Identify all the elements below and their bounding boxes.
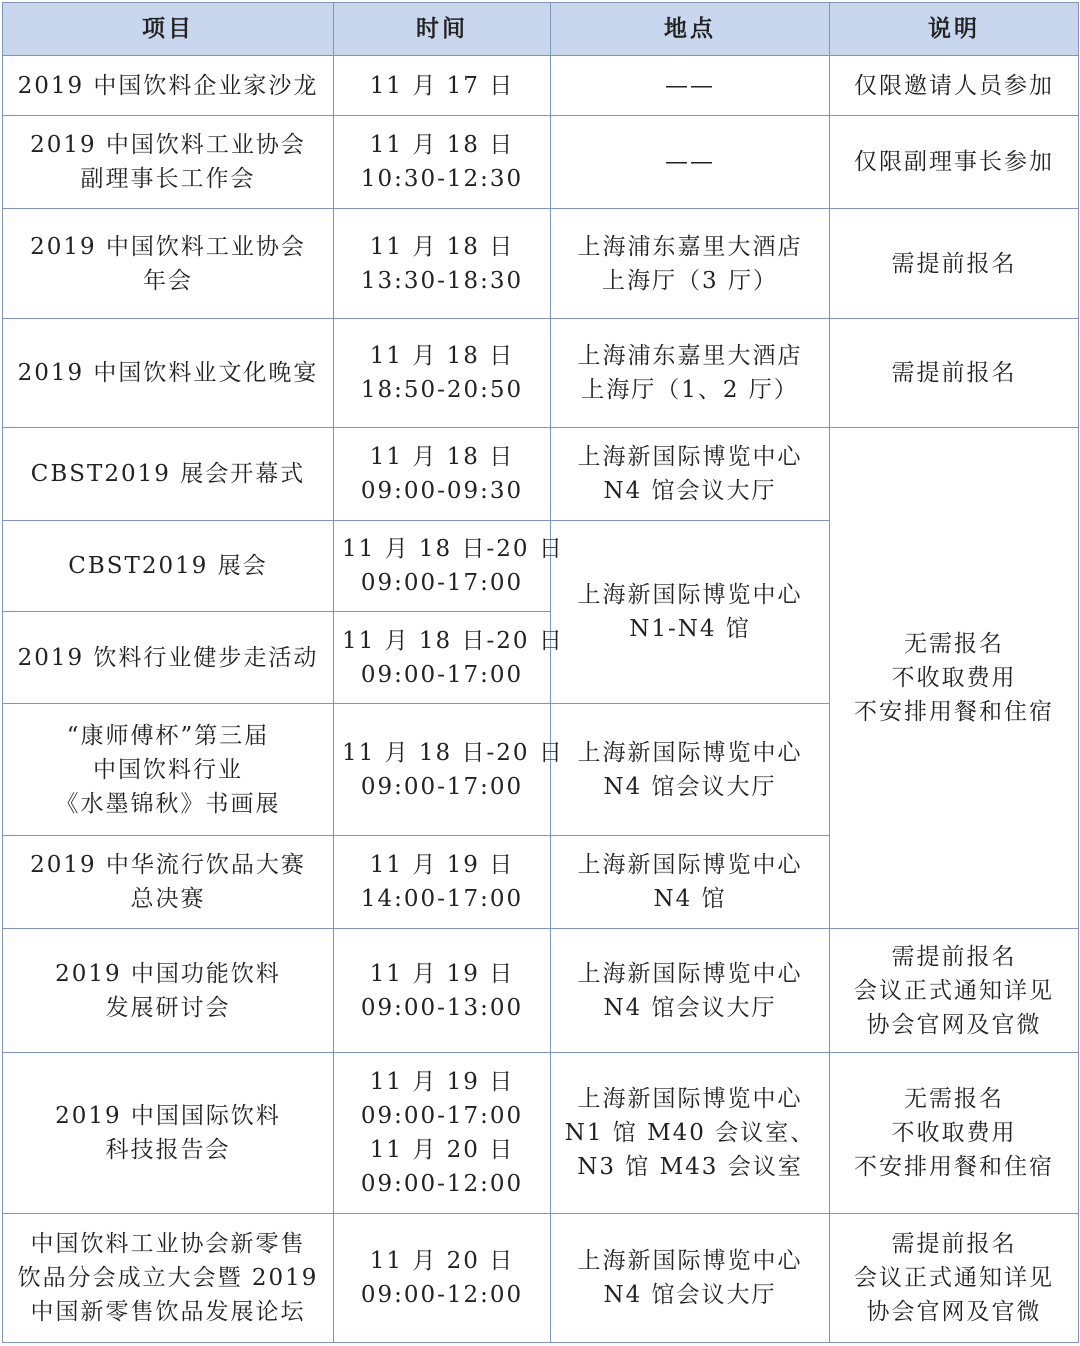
place-cell: 上海新国际博览中心 N4 馆会议大厅 xyxy=(551,1214,830,1343)
time-cell: 11 月 17 日 xyxy=(334,56,551,116)
note-cell: 需提前报名 会议正式通知详见 协会官网及官微 xyxy=(830,1214,1079,1343)
time-cell: 11 月 18 日 13:30-18:30 xyxy=(334,209,551,319)
time-cell: 11 月 18 日-20 日 09:00-17:00 xyxy=(334,612,551,704)
item-cell: CBST2019 展会 xyxy=(3,521,334,612)
item-cell: 2019 中国饮料工业协会 副理事长工作会 xyxy=(3,116,334,209)
note-cell: 需提前报名 xyxy=(830,209,1079,319)
table-row xyxy=(3,319,1079,428)
item-cell: 2019 中国饮料业文化晚宴 xyxy=(3,319,334,428)
time-cell: 11 月 18 日 18:50-20:50 xyxy=(334,319,551,428)
item-cell: CBST2019 展会开幕式 xyxy=(3,428,334,521)
item-cell: “康师傅杯”第三届 中国饮料行业 《水墨锦秋》书画展 xyxy=(3,704,334,836)
table-row xyxy=(3,1214,1079,1343)
note-cell: 仅限副理事长参加 xyxy=(830,116,1079,209)
event-schedule-table xyxy=(2,2,1079,1343)
item-cell: 2019 中华流行饮品大赛 总决赛 xyxy=(3,836,334,929)
table-row xyxy=(3,209,1079,319)
place-cell: 上海浦东嘉里大酒店 上海厅（3 厅） xyxy=(551,209,830,319)
place-cell: 上海新国际博览中心 N4 馆会议大厅 xyxy=(551,929,830,1053)
item-cell: 2019 中国功能饮料 发展研讨会 xyxy=(3,929,334,1053)
place-cell: 上海新国际博览中心 N1 馆 M40 会议室、 N3 馆 M43 会议室 xyxy=(551,1053,830,1214)
header-place: 地点 xyxy=(551,3,830,56)
table-row xyxy=(3,929,1079,1053)
item-cell: 2019 中国国际饮料 科技报告会 xyxy=(3,1053,334,1214)
note-cell: 仅限邀请人员参加 xyxy=(830,56,1079,116)
time-cell: 11 月 18 日-20 日 09:00-17:00 xyxy=(334,521,551,612)
time-cell: 11 月 19 日 14:00-17:00 xyxy=(334,836,551,929)
place-cell: —— xyxy=(551,116,830,209)
time-cell: 11 月 19 日 09:00-17:00 11 月 20 日 09:00-12:00 xyxy=(334,1053,551,1214)
header-item: 项目 xyxy=(3,3,334,56)
header-time: 时间 xyxy=(334,3,551,56)
table-row xyxy=(3,56,1079,116)
time-cell: 11 月 18 日 09:00-09:30 xyxy=(334,428,551,521)
note-cell: 需提前报名 xyxy=(830,319,1079,428)
note-cell: 无需报名 不收取费用 不安排用餐和住宿 xyxy=(830,428,1079,929)
table-row xyxy=(3,428,1079,521)
item-cell: 2019 饮料行业健步走活动 xyxy=(3,612,334,704)
time-cell: 11 月 20 日 09:00-12:00 xyxy=(334,1214,551,1343)
time-cell: 11 月 18 日 10:30-12:30 xyxy=(334,116,551,209)
table-header-row xyxy=(3,3,1079,56)
place-cell: 上海新国际博览中心 N4 馆 xyxy=(551,836,830,929)
time-cell: 11 月 18 日-20 日 09:00-17:00 xyxy=(334,704,551,836)
place-cell: 上海新国际博览中心 N4 馆会议大厅 xyxy=(551,428,830,521)
place-cell: 上海浦东嘉里大酒店 上海厅（1、2 厅） xyxy=(551,319,830,428)
item-cell: 2019 中国饮料企业家沙龙 xyxy=(3,56,334,116)
header-note: 说明 xyxy=(830,3,1079,56)
place-cell: —— xyxy=(551,56,830,116)
place-cell: 上海新国际博览中心 N4 馆会议大厅 xyxy=(551,704,830,836)
note-cell: 需提前报名 会议正式通知详见 协会官网及官微 xyxy=(830,929,1079,1053)
time-cell: 11 月 19 日 09:00-13:00 xyxy=(334,929,551,1053)
item-cell: 2019 中国饮料工业协会 年会 xyxy=(3,209,334,319)
item-cell: 中国饮料工业协会新零售 饮品分会成立大会暨 2019 中国新零售饮品发展论坛 xyxy=(3,1214,334,1343)
table-row xyxy=(3,1053,1079,1214)
table-row xyxy=(3,116,1079,209)
place-cell: 上海新国际博览中心 N1-N4 馆 xyxy=(551,521,830,704)
note-cell: 无需报名 不收取费用 不安排用餐和住宿 xyxy=(830,1053,1079,1214)
